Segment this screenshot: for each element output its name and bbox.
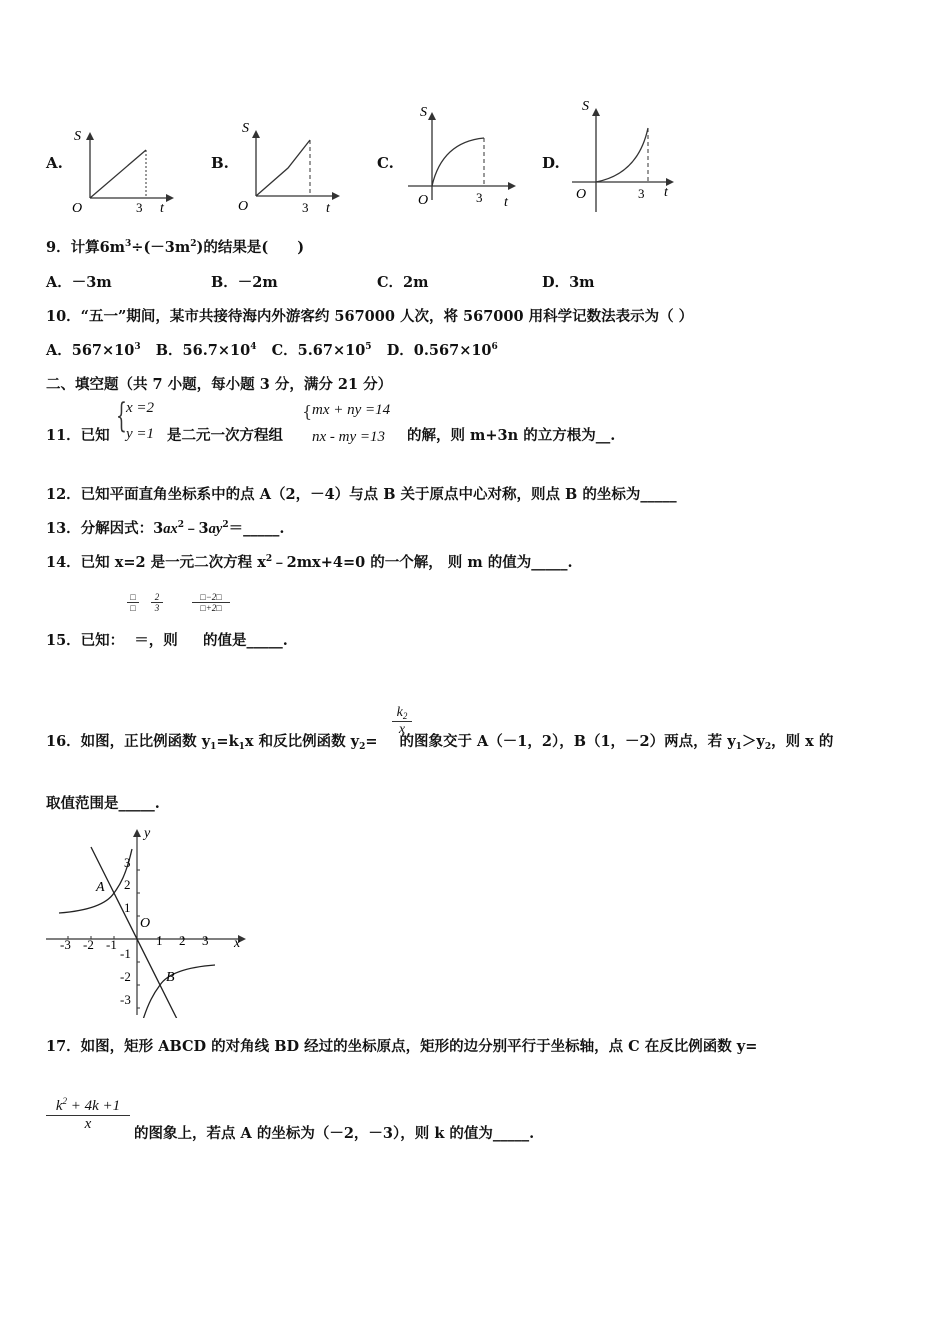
graph-a-s: S [74,129,81,144]
q16-graph [46,823,246,1018]
svg-text:O: O [238,199,249,214]
graph-a-tick: 3 [136,200,143,215]
origin-label: O [140,916,151,931]
q11-middle: 是二元一次方程组 [167,427,283,444]
section-2-title: 二、填空题（共 7 小题，每小题 3 分，满分 21 分） [46,376,393,393]
q11-sys2-line1: mx + ny =14 [312,402,391,418]
y-tick: -1 [120,946,131,961]
graph-b-line [256,140,310,196]
svg-text:S: S [420,105,427,120]
q17-stem-line1: 17．如图，矩形 ABCD 的对角线 BD 经过的坐标原点，矩形的边分别平行于坐标轴，点 C 在反比例函数 y= [46,1038,758,1055]
q15-frac-1: □ □ [127,592,139,613]
x-tick: -2 [83,937,94,952]
y-tick: -2 [120,969,131,984]
graph-b [232,116,342,216]
q11-sys1-line2: y =1 [126,426,155,442]
q16-stem-line2: 取值范围是_____. [46,795,160,812]
svg-text:O: O [418,193,429,208]
graph-c-curve [432,138,484,186]
q16-fraction: $\frac{k_2}{x}$ [392,705,412,738]
q12-stem: 12．已知平面直角坐标系中的点 A（2，－4）与点 B 关于原点中心对称，则点 B 的坐标为_____ [46,486,677,503]
graph-a [66,124,176,216]
x-tick: -1 [106,937,117,952]
graph-d [566,96,680,216]
y-tick: -3 [120,992,131,1007]
option-c-label: C. [377,154,394,172]
q15-frac-2: $\frac{2}{3}$ [151,592,163,613]
q17-fraction: $\frac{k^2 + 4k +1}{x}$ [46,1098,130,1133]
q9-option-b: B．－2m [211,274,278,291]
x-axis-label: x [234,936,241,951]
svg-text:t: t [664,185,668,200]
point-b-label: B [166,970,175,985]
graph-c [398,100,518,212]
q17-stem-line2: 的图象上，若点 A 的坐标为（－2，－3），则 k 的值为_____. [134,1125,535,1142]
q11-prefix: 11．已知 [46,427,110,444]
graph-d-curve [596,128,648,182]
option-a-label: A. [46,154,63,172]
svg-text:S: S [242,121,249,136]
svg-text:3: 3 [476,190,483,205]
q9-option-a: A．－3m [46,274,112,291]
q14-stem: 14．已知 x=2 是一元二次方程 $x^2﹣2mx+4=0$ 的一个解， 则 m 的值为_____. [46,554,573,571]
q11-brace-1: { [116,396,127,436]
q11-sys2-line2: nx - my =13 [312,429,386,445]
q16-stem: 16．如图，正比例函数 $y_1=k_1x$ 和反比例函数 $y_2=$ 的图象交于 A（－1，2），B（1，－2）两点，若 $y_1>y_2$，则 x 的 [46,733,834,752]
y-tick: 3 [124,855,131,870]
option-b-label: B. [211,154,229,172]
q15-stem: 15．已知： ＝，则 的值是_____. [46,632,288,649]
y-tick: 1 [124,900,131,915]
option-d-label: D. [542,154,560,172]
q9-option-d: D．3m [542,274,595,291]
q15-frac-3: $\frac{□-2□}{□+2□}$ [192,592,230,613]
q13-stem: 13．分解因式：$3ax^2﹣3ay^2=\_\_\_\_\_$. [46,520,285,537]
svg-text:3: 3 [302,200,309,215]
x-tick: 3 [202,933,209,948]
point-a-label: A [96,880,105,895]
svg-text:O: O [576,187,587,202]
svg-text:S: S [582,99,589,114]
q9-option-c: C．2m [377,274,429,291]
q11-brace-2: { [302,402,313,421]
q9-stem: 9．计算$6m^3\div(-3m^2)$的结果是( ) [46,239,305,256]
graph-a-o: O [72,201,83,216]
hyperbola-branch-right [142,965,215,1018]
svg-text:t: t [504,195,508,210]
q10-options: A．$567\times 10^3$ B．$56.7\times 10^4$ C．$5.67\times 10^5$ D．$0.567\times 10^6$ [46,342,498,359]
svg-text:3: 3 [638,186,645,201]
graph-a-line [90,150,146,198]
y-axis-label: y [144,826,151,841]
q11-suffix: 的解，则 m+3n 的立方根为__. [407,427,616,444]
svg-text:t: t [326,201,330,216]
q10-stem: 10．“五一”期间，某市共接待海内外游客约 567000 人次，将 567000 用科学记数法表示为（ ） [46,308,694,325]
x-tick: 1 [156,933,163,948]
q11-sys1-line1: x =2 [126,400,155,416]
x-tick: -3 [60,937,71,952]
x-tick: 2 [179,933,186,948]
graph-a-t: t [160,201,164,216]
y-tick: 2 [124,877,131,892]
